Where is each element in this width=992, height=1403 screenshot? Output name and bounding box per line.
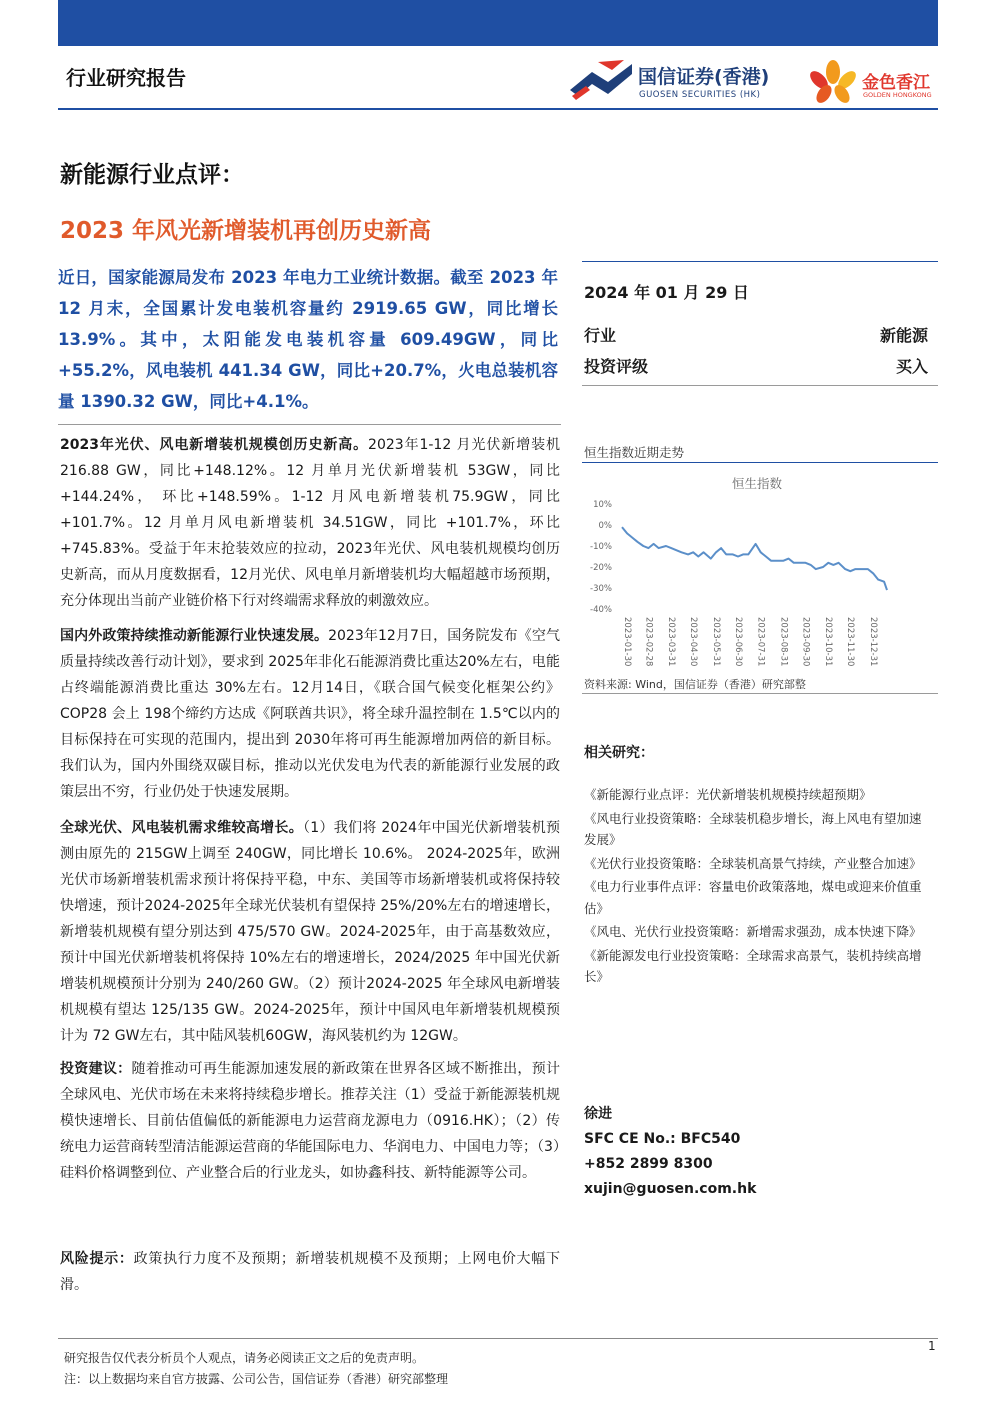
- y-tick-label: -10%: [590, 542, 612, 552]
- related-research-item[interactable]: 《新能源发电行业投资策略：全球需求高景气，装机持续高增长》: [584, 947, 922, 984]
- guosen-logo-name: 国信证券(香港): [638, 66, 770, 88]
- x-tick-label: 2023-04-30: [688, 617, 699, 667]
- industry-row: [584, 323, 928, 346]
- guosen-logo-icon: [568, 60, 634, 100]
- related-research-heading: 相关研究：: [584, 745, 654, 761]
- paragraph-lead: 国内外政策持续推动新能源行业快速发展。: [60, 628, 329, 644]
- analyst-name: 徐进: [584, 1106, 612, 1122]
- y-axis: [590, 500, 612, 615]
- analyst-license: SFC CE No.: BFC540: [584, 1131, 741, 1147]
- footer-note: 注：以上数据均来自官方披露、公司公告，国信证券（香港）研究部整理: [64, 1372, 449, 1386]
- page-number: 1: [928, 1339, 936, 1353]
- x-tick-label: 2023-11-30: [845, 617, 856, 667]
- related-research-item[interactable]: 《电力行业事件点评：容量电价政策落地，煤电或迎来价值重估》: [584, 879, 922, 916]
- related-research-item[interactable]: 《风电、光伏行业投资策略：新增需求强劲，成本快速下降》: [584, 924, 922, 939]
- golden-hongkong-logo: [806, 58, 944, 106]
- paragraph-lead: 风险提示：: [60, 1251, 134, 1267]
- rating-row: [584, 354, 928, 377]
- x-tick-label: 2023-09-30: [800, 617, 811, 667]
- rating-label: 投资评级: [584, 357, 649, 376]
- x-tick-label: 2023-12-31: [867, 617, 878, 667]
- paragraph-lead: 投资建议：: [60, 1061, 132, 1077]
- golden-flower-icon: [806, 58, 860, 106]
- x-tick-label: 2023-03-31: [666, 617, 677, 667]
- report-subtitle: 2023 年风光新增装机再创历史新高: [60, 218, 432, 244]
- x-tick-label: 2023-07-31: [755, 617, 766, 667]
- industry-label: 行业: [584, 326, 617, 345]
- y-tick-label: -20%: [590, 563, 612, 573]
- paragraph-text: 2023年12月7日，国务院发布《空气质量持续改善行动计划》，要求到 2025年非化石能源消费比重达20%左右，电能占终端能源消费比重达 30%左右。12月14日，《联合国气候变化框架公约》COP28 会上 198个缔约方达成《阿联酋共识》，将全球升温控制在 1.5℃以内的目标保持在可实现的范围内，提出到 2030年将可再生能源增加两倍的新目标。我们认为，国内外围绕双碳目标，推动以光伏发电为代表的新能源行业发展的政策层出不穷，行业仍处于快速发展期。: [60, 628, 561, 800]
- y-tick-label: -30%: [590, 584, 612, 594]
- y-tick-label: 10%: [593, 500, 612, 510]
- paragraph-text: 随着推动可再生能源加速发展的新政策在世界各区域不断推出，预计全球风电、光伏市场在未来将持续稳步增长。推荐关注（1）受益于新能源装机规模快速增长、目前估值偏低的新能源电力运营商龙源电力（0916.HK）；（2）传统电力运营商转型清洁能源运营商的华能国际电力、华润电力、中国电力等；（3）硅料价格调整到位、产业整合后的行业龙头，如协鑫科技、新特能源等公司。: [60, 1061, 561, 1181]
- x-tick-label: 2023-10-31: [823, 617, 834, 667]
- x-tick-label: 2023-05-31: [710, 617, 721, 667]
- paragraph-risk: [60, 1246, 560, 1298]
- report-type-label: 行业研究报告: [66, 66, 186, 90]
- analyst-phone[interactable]: +852 2899 8300: [584, 1156, 713, 1172]
- paragraph-demand: [60, 815, 560, 1049]
- meta-divider: [582, 385, 938, 386]
- golden-logo-english: GOLDEN HONGKONG: [863, 91, 932, 99]
- paragraph-policy: [60, 623, 560, 805]
- paragraph-lead: 全球光伏、风电装机需求维较高增长。: [60, 820, 303, 836]
- summary-divider: [58, 424, 561, 425]
- related-research-item[interactable]: 《光伏行业投资策略：全球装机高景气持续，产业整合加速》: [584, 855, 922, 871]
- x-tick-label: 2023-06-30: [732, 617, 743, 667]
- analyst-email[interactable]: xujin@guosen.com.hk: [584, 1181, 757, 1197]
- chart-source: 资料来源: Wind，国信证券（香港）研究部整: [584, 678, 806, 691]
- hsi-line-chart: [582, 464, 938, 674]
- chart-divider: [582, 462, 938, 463]
- sidebar-divider: [582, 261, 938, 262]
- paragraph-investment-advice: [60, 1056, 560, 1186]
- x-axis: [622, 617, 878, 666]
- related-research-item[interactable]: 《风电行业投资策略：全球装机稳步增长，海上风电有望加速发展》: [584, 810, 922, 847]
- related-research-list: [584, 784, 930, 990]
- key-summary: 近日，国家能源局发布 2023 年电力工业统计数据。截至 2023 年 12 月末，全国累计发电装机容量约 2919.65 GW，同比增长 13.9%。其中，太阳能发电装机容量 609.49GW，同比+55.2%，风电装机 441.34 GW，同比+20.7%，火电总装机容量 1390.32 GW，同比+4.1%。: [58, 268, 558, 411]
- related-research-item[interactable]: 《新能源行业点评：光伏新增装机规模持续超预期》: [584, 787, 872, 802]
- analyst-contact: [584, 1102, 756, 1202]
- y-tick-label: 0%: [598, 521, 612, 531]
- guosen-logo: [568, 60, 800, 106]
- guosen-logo-english: GUOSEN SECURITIES (HK): [639, 90, 761, 100]
- rating-value: 买入: [895, 357, 928, 376]
- golden-logo-name: 金色香江: [862, 73, 930, 93]
- footer-divider: [58, 1338, 938, 1339]
- chart-title: 恒生指数: [731, 476, 783, 491]
- y-tick-label: -40%: [590, 605, 612, 615]
- footer-disclaimer: 研究报告仅代表分析员个人观点，请务必阅读正文之后的免责声明。: [64, 1351, 425, 1365]
- x-tick-label: 2023-08-31: [778, 617, 789, 667]
- paragraph-text: 2023年1-12 月光伏新增装机 216.88 GW，同比+148.12%。12 月单月光伏新增装机 53GW，同比+144.24%， 环比+148.59%。1-12 月风电新增装机75.9GW，同比+101.7%。12 月单月风电新增装机 34.51GW，同比 +101.7%，环比+745.83%。受益于年末抢装效应的拉动，2023年光伏、风电装机规模均创历史新高，而从月度数据看，12月光伏、风电单月新增装机均大幅超越市场预期，充分体现出当前产业链价格下行对终端需求释放的刺激效应。: [60, 437, 560, 609]
- industry-value: 新能源: [879, 326, 928, 345]
- paragraph-text: （1）我们将 2024年中国光伏新增装机预测由原先的 215GW上调至 240GW，同比增长 10.6%。 2024-2025年，欧洲光伏市场新增装机需求预计将保持平稳，中东、美国等市场新增装机或将保持较快增速，预计2024-2025年全球光伏装机有望保持 25%/20%左右的增速增长，新增装机规模有望分别达到 475/570 GW。2024-2025年，由于高基数效应，预计中国光伏新增装机将保持 10%左右的增速增长，2024/2025 年中国光伏新增装机规模预计分别为 240/260 GW。（2）预计2024-2025 年全球风电新增装机规模有望达 125/135 GW。2024-2025年，预计中国风电年新增装机规模预计为 72 GW左右，其中陆风装机60GW，海风装机约为 12GW。: [60, 820, 560, 1044]
- paragraph-lead: 2023年光伏、风电新增装机规模创历史新高。: [60, 437, 369, 453]
- paragraph-text: 政策执行力度不及预期；新增装机规模不及预期；上网电价大幅下滑。: [60, 1251, 561, 1293]
- chart-bottom-divider: [582, 693, 938, 694]
- report-date: 2024 年 01 月 29 日: [584, 283, 749, 302]
- x-tick-label: 2023-02-28: [643, 617, 654, 667]
- x-tick-label: 2023-01-30: [622, 617, 632, 667]
- header-divider: [58, 108, 938, 110]
- top-banner: [58, 0, 938, 46]
- paragraph-installations: [60, 432, 560, 614]
- report-title: 新能源行业点评：: [60, 162, 244, 188]
- chart-caption: 恒生指数近期走势: [584, 445, 685, 460]
- hsi-series-line: [622, 527, 887, 590]
